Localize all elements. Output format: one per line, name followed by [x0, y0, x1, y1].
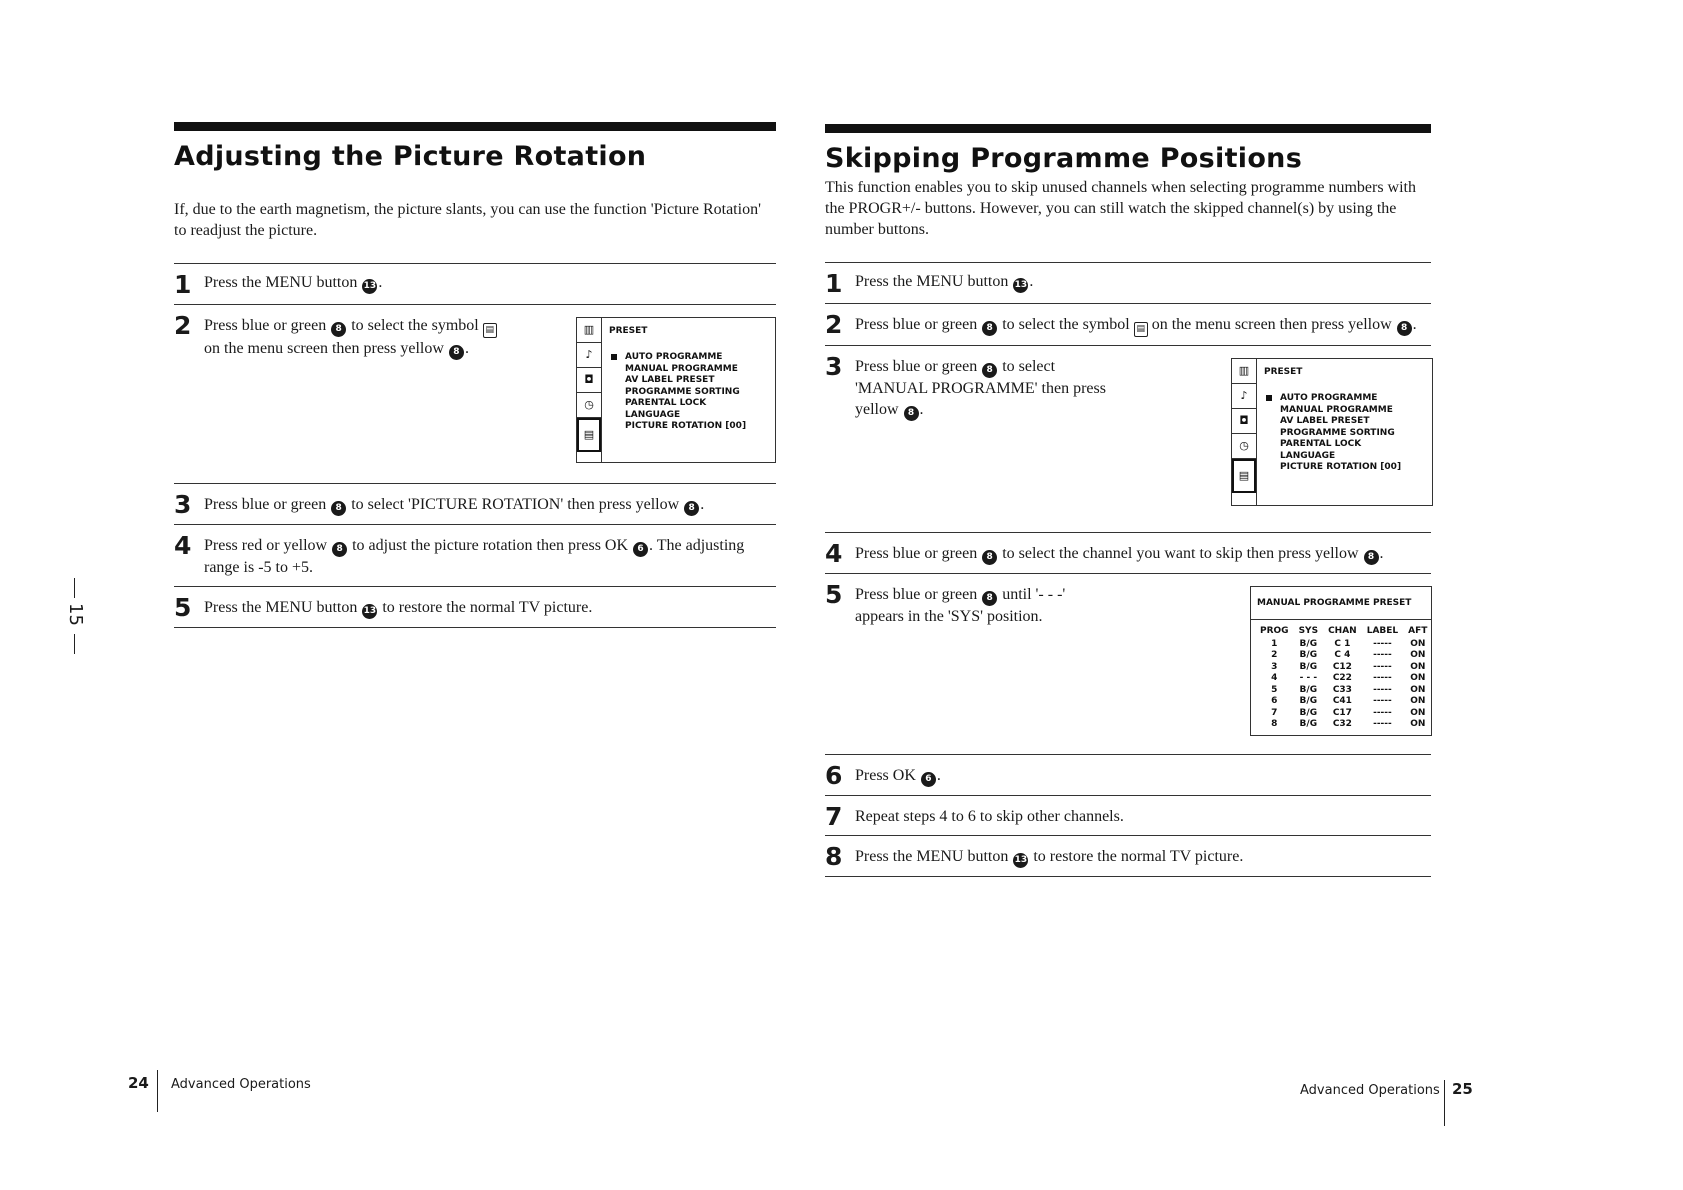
button-8-icon: 8	[331, 501, 346, 516]
menu-item: PARENTAL LOCK	[1280, 439, 1362, 449]
page-number: 24	[128, 1074, 149, 1092]
preset-menu-screen	[576, 317, 776, 463]
button-8-icon: 8	[684, 501, 699, 516]
step-1	[174, 263, 776, 304]
step-number: 8	[825, 842, 843, 871]
menu-item: LANGUAGE	[1280, 450, 1336, 461]
step-text: Press red or yellow 8 to adjust the picture rotation then press OK 6 . The adjusting range is -5 to +5.	[204, 537, 745, 576]
table-cell-blinking-sys: - - -	[1299, 673, 1318, 683]
menu-item: AV LABEL PRESET	[1280, 416, 1370, 426]
table-cell: -----	[1373, 638, 1392, 649]
column-header: CHAN	[1328, 626, 1357, 636]
step-3	[825, 345, 1431, 524]
step-text: Press blue or green 8 to select 'MANUAL PROGRAMME' then press yellow 8 .	[855, 356, 1125, 421]
footer-divider	[1444, 1080, 1445, 1126]
menu-item: PARENTAL LOCK	[625, 398, 707, 408]
picture-icon: ▥	[577, 318, 601, 343]
marker-line	[74, 634, 75, 654]
step-number: 4	[174, 531, 192, 560]
step-number: 6	[825, 761, 843, 790]
footer-divider	[157, 1070, 158, 1112]
button-6-icon: 6	[633, 542, 648, 557]
step-text: Press blue or green 8 to select the symbol ▤ on the menu screen then press yellow 8 .	[855, 314, 1431, 337]
table-cell: 7	[1271, 707, 1278, 718]
step-1	[825, 262, 1431, 303]
table-cell: ON	[1410, 707, 1426, 718]
table-cell: ON	[1410, 719, 1426, 729]
section-end-rule	[825, 876, 1431, 877]
menu-item: PROGRAMME SORTING	[1280, 427, 1395, 438]
table-row	[1255, 685, 1432, 697]
footer-right-label: Advanced Operations	[1300, 1083, 1440, 1098]
table-cell: C33	[1332, 684, 1352, 695]
footer-right	[1452, 1080, 1473, 1098]
menu-item: PICTURE ROTATION [00]	[625, 421, 747, 431]
manual-programme-title: MANUAL PROGRAMME PRESET	[1251, 587, 1431, 620]
table-row	[1255, 696, 1432, 708]
step-number: 5	[174, 593, 192, 622]
table-cell: -----	[1373, 684, 1392, 695]
step-text: Press blue or green 8 until '- - -' appears in the 'SYS' position.	[855, 586, 1066, 625]
table-cell: 3	[1271, 661, 1278, 672]
feature-icon: ◘	[1232, 409, 1256, 434]
side-page-marker	[60, 578, 90, 658]
button-13-icon: 13	[362, 279, 377, 294]
table-cell: C22	[1332, 673, 1352, 683]
menu-item: AUTO PROGRAMME	[609, 352, 746, 364]
page-number: 25	[1452, 1080, 1473, 1098]
timer-icon: ◷	[577, 393, 601, 418]
button-8-icon: 8	[982, 550, 997, 565]
step-5	[174, 586, 776, 627]
menu-item: PICTURE ROTATION [00]	[1280, 462, 1402, 472]
step-text: Press blue or green 8 to select the channel you want to skip then press yellow 8 .	[855, 543, 1431, 565]
section-title: Skipping Programme Positions	[825, 143, 1303, 174]
table-row	[1255, 662, 1432, 674]
button-8-icon: 8	[982, 591, 997, 606]
step-number: 1	[174, 270, 192, 299]
timer-icon: ◷	[1232, 434, 1256, 459]
table-cell: C 1	[1334, 638, 1351, 649]
table-cell: -----	[1373, 661, 1392, 672]
menu-item: AUTO PROGRAMME	[1264, 393, 1401, 405]
step-text: Press blue or green 8 to select 'PICTURE ROTATION' then press yellow 8 .	[204, 494, 776, 516]
preset-menu-screen	[1231, 358, 1433, 506]
button-8-icon: 8	[1364, 550, 1379, 565]
footer-left-label: Advanced Operations	[171, 1077, 311, 1092]
step-5	[825, 573, 1431, 740]
table-row	[1255, 708, 1432, 720]
sound-icon: ♪	[577, 343, 601, 368]
step-number: 7	[825, 802, 843, 831]
table-cell: C41	[1332, 696, 1352, 706]
step-text: Press the MENU button 13 .	[204, 272, 776, 294]
section-end-rule	[174, 627, 776, 628]
table-cell: ON	[1410, 684, 1426, 695]
menu-list	[609, 352, 746, 433]
preset-symbol-icon: ▤	[483, 323, 497, 338]
table-cell: B/G	[1299, 719, 1318, 729]
step-number: 2	[825, 310, 843, 339]
column-header: AFT	[1408, 626, 1428, 636]
section-rule	[174, 122, 776, 131]
step-text: Press OK 6 .	[855, 765, 1431, 787]
marker-line	[74, 578, 75, 598]
table-cell: 6	[1271, 696, 1278, 706]
step-3	[174, 483, 776, 524]
table-row	[1255, 673, 1432, 685]
table-cell: 1	[1271, 638, 1278, 649]
step-2	[825, 303, 1431, 345]
table-cell: B/G	[1299, 650, 1318, 660]
table-cell: ON	[1410, 638, 1426, 649]
table-cell: 4	[1271, 673, 1278, 683]
menu-icon-column	[577, 318, 602, 462]
table-row	[1255, 650, 1432, 662]
table-cell: 8	[1271, 719, 1278, 729]
table-cell: B/G	[1299, 638, 1318, 649]
step-text: Press the MENU button 13 to restore the normal TV picture.	[204, 597, 776, 619]
menu-item: LANGUAGE	[625, 409, 681, 420]
intro-text: This function enables you to skip unused channels when selecting programme numbers with the PROGR+/- buttons. However, you can still watch the skipped channel(s) by using the number buttons.	[825, 179, 1416, 238]
button-8-icon: 8	[1397, 321, 1412, 336]
button-8-icon: 8	[331, 322, 346, 337]
button-8-icon: 8	[982, 363, 997, 378]
intro-text: If, due to the earth magnetism, the picture slants, you can use the function 'Picture Rotation' to readjust the picture.	[174, 201, 761, 239]
column-header: LABEL	[1366, 626, 1399, 636]
table-cell: ON	[1410, 696, 1426, 706]
button-13-icon: 13	[1013, 853, 1028, 868]
table-cell: -----	[1373, 719, 1392, 729]
menu-icon-column	[1232, 359, 1257, 505]
step-text: Repeat steps 4 to 6 to skip other channels.	[855, 808, 1124, 825]
right-section	[825, 124, 1431, 877]
step-4	[174, 524, 776, 586]
column-header: SYS	[1298, 626, 1319, 636]
menu-item: MANUAL PROGRAMME	[625, 363, 738, 374]
table-row	[1255, 639, 1432, 651]
picture-icon: ▥	[1232, 359, 1256, 384]
table-cell: -----	[1373, 673, 1392, 683]
table-cell: C 4	[1334, 650, 1351, 660]
button-8-icon: 8	[332, 542, 347, 557]
feature-icon: ◘	[577, 368, 601, 393]
step-2	[174, 304, 776, 471]
step-number: 2	[174, 311, 192, 340]
step-number: 3	[174, 490, 192, 519]
table-cell: -----	[1373, 696, 1392, 706]
step-4	[825, 532, 1431, 573]
programme-table	[1255, 626, 1432, 731]
table-cell: 5	[1271, 684, 1278, 695]
footer-left	[128, 1074, 149, 1092]
preset-symbol-icon: ▤	[1134, 322, 1148, 337]
section-rule	[825, 124, 1431, 133]
button-13-icon: 13	[362, 604, 377, 619]
step-8	[825, 835, 1431, 876]
section-title: Adjusting the Picture Rotation	[174, 141, 647, 172]
table-cell: ON	[1410, 661, 1426, 672]
step-text: Press the MENU button 13 to restore the normal TV picture.	[855, 846, 1431, 868]
button-8-icon: 8	[904, 406, 919, 421]
preset-icon: ▤	[577, 418, 601, 452]
sound-icon: ♪	[1232, 384, 1256, 409]
table-cell: -----	[1373, 650, 1392, 660]
table-header-row	[1255, 626, 1432, 639]
menu-item: AV LABEL PRESET	[625, 375, 715, 385]
step-text: Press blue or green 8 to select the symbol ▤ on the menu screen then press yellow 8 .	[204, 315, 504, 360]
menu-title: PRESET	[609, 326, 648, 336]
table-cell: B/G	[1299, 696, 1318, 706]
table-cell: 2	[1271, 650, 1278, 660]
step-7	[825, 795, 1431, 835]
button-8-icon: 8	[982, 321, 997, 336]
step-number: 3	[825, 352, 843, 381]
table-cell: ON	[1410, 650, 1426, 660]
side-page-number: 15	[64, 603, 86, 626]
table-row	[1255, 719, 1432, 731]
table-cell: C17	[1332, 707, 1352, 718]
step-6	[825, 754, 1431, 795]
column-header: PROG	[1260, 626, 1289, 636]
table-cell: ON	[1410, 673, 1426, 683]
menu-item: PROGRAMME SORTING	[625, 386, 740, 397]
table-cell: B/G	[1299, 684, 1318, 695]
menu-title: PRESET	[1264, 367, 1303, 377]
table-cell: B/G	[1299, 707, 1318, 718]
step-number: 1	[825, 269, 843, 298]
manual-programme-screen	[1250, 586, 1432, 736]
preset-icon: ▤	[1232, 459, 1256, 493]
button-13-icon: 13	[1013, 278, 1028, 293]
table-cell: -----	[1373, 707, 1392, 718]
table-cell: B/G	[1299, 661, 1318, 672]
step-text: Press the MENU button 13 .	[855, 271, 1431, 293]
button-6-icon: 6	[921, 772, 936, 787]
button-8-icon: 8	[449, 345, 464, 360]
menu-list	[1264, 393, 1401, 474]
table-cell: C12	[1332, 661, 1352, 672]
table-cell: C32	[1332, 719, 1352, 729]
left-section	[174, 122, 776, 628]
menu-item: MANUAL PROGRAMME	[1280, 404, 1393, 415]
step-number: 5	[825, 580, 843, 609]
step-number: 4	[825, 539, 843, 568]
